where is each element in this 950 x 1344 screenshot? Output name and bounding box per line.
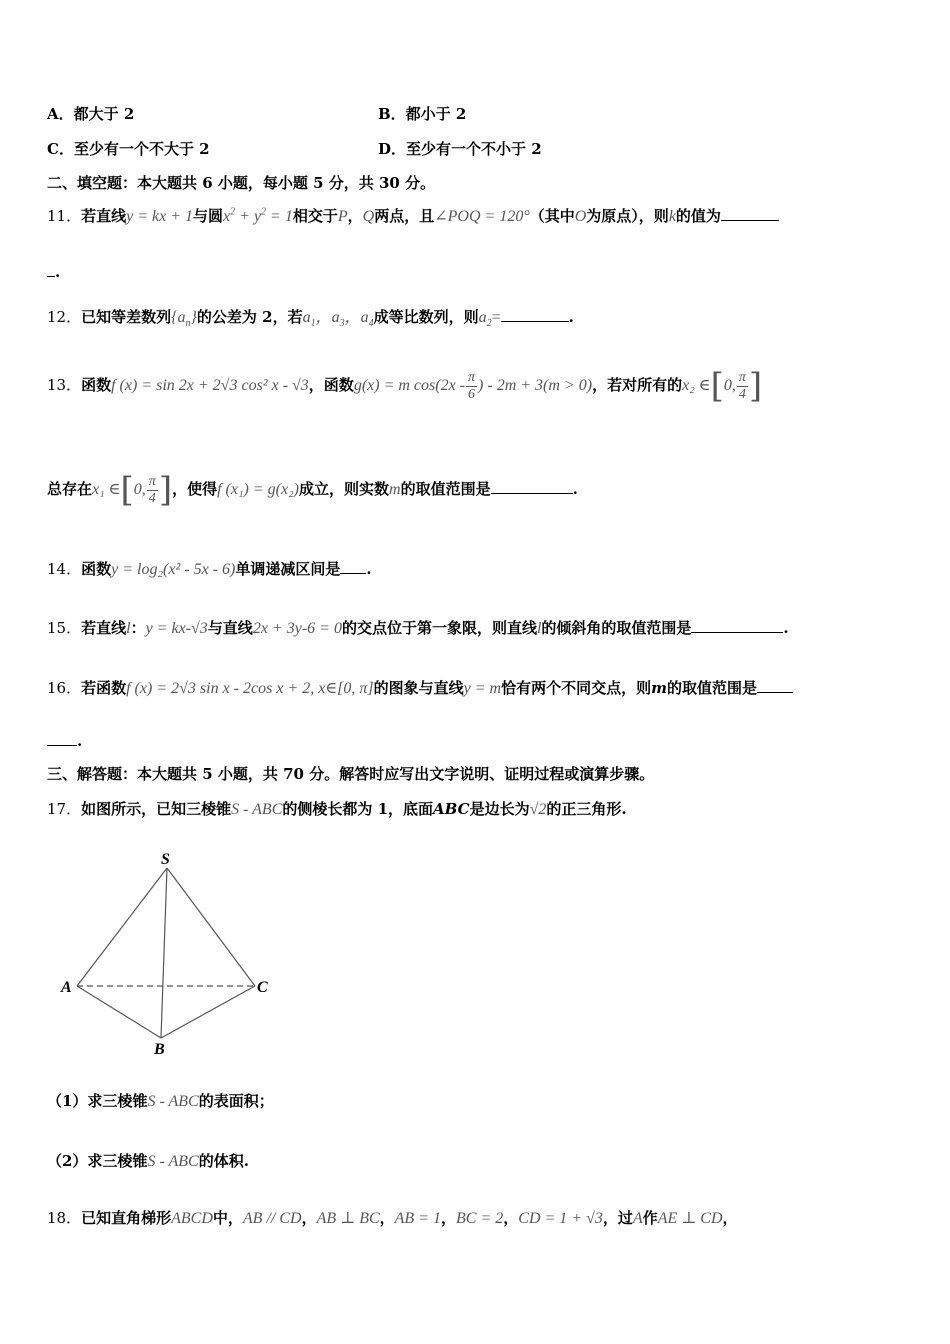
question-16: 16．若函数f (x) = 2√3 sin x - 2cos x + 2, x∈[0, π]的图象与直线y = m恰有两个不同交点，则m的取值范围是: [47, 677, 793, 698]
question-17-part2: （2）求三棱锥S - ABC的体积.: [47, 1152, 249, 1170]
question-12: 12．已知等差数列$\{a_n\}$的公差为 2，若$a_1$，$a_3$，$a_4$成等比数列，则$a_2=$ .: [47, 308, 574, 330]
question-13: 13．函数f (x) = sin 2x + 2√3 cos² x - √3，函数g(x) = m cos(2x - $\frac{\pi}{6}$ ) - 2m + 3(m > 0)，若对所有的x₂ ∈[0, $\frac{\pi}{4}$ ]: [47, 366, 763, 406]
pyramid-figure: [55, 848, 285, 1063]
label-s: S: [161, 851, 170, 868]
question-13-cont: 总存在x₁ ∈[0, $\frac{\pi}{4}$ ]，使得f (x₁) = g(x₂)成立，则实数m的取值范围是 .: [47, 470, 578, 510]
sequence-an: $\{a_n\}$: [171, 309, 197, 330]
pi-over-4: $\frac{\pi}{4}$: [738, 369, 746, 402]
question-15: 15．若直线l：y = kx-√3与直线2x + 3y-6 = 0的交点位于第一象限，则直线l的倾斜角的取值范围是 .: [47, 619, 789, 637]
option-a: A．都大于 2: [47, 105, 135, 123]
term-a2: $a_2$: [478, 309, 492, 330]
answer-blank: [491, 479, 573, 494]
question-11-cont: .: [47, 262, 60, 281]
section2-header: 二、填空题：本大题共 6 小题，每小题 5 分，共 30 分。: [47, 174, 436, 192]
answer-blank: [691, 618, 783, 633]
option-b: B．都小于 2: [378, 105, 467, 123]
question-16-cont: .: [47, 731, 82, 750]
label-a: A: [61, 979, 72, 996]
pi-over-6: $\frac{\pi}{6}$: [468, 369, 476, 402]
circle-equation: $x^2 + y^2 = 1$: [223, 206, 293, 225]
answer-blank: [501, 307, 569, 322]
question-18: 18．已知直角梯形ABCD中，AB // CD，AB ⊥ BC，AB = 1，BC = 2，CD = 1 + √3，过A作AE ⊥ CD，: [47, 1209, 738, 1227]
edge-sc: [167, 868, 255, 986]
option-d: D．至少有一个不小于 2: [378, 140, 542, 158]
edge-sb: [161, 868, 167, 1038]
edge-sa: [77, 868, 167, 986]
answer-blank: [757, 678, 793, 693]
answer-blank: [721, 206, 779, 221]
answer-blank: [340, 559, 366, 574]
edge-ab: [77, 986, 161, 1038]
answer-blank: [47, 731, 77, 746]
terms-a1-a3-a4: $a_1$，$a_3$，$a_4$: [302, 309, 374, 330]
label-b: B: [154, 1041, 165, 1058]
label-c: C: [257, 979, 268, 996]
question-11: 11．若直线y = kx + 1与圆$x^2 + y^2 = 1$相交于P，Q两点，且∠POQ = 120°（其中O为原点），则k的值为: [47, 205, 779, 226]
question-14: 14．函数y = log₂(x² - 5x - 6)单调递减区间是 .: [47, 560, 372, 578]
pi-over-4: $\frac{\pi}{4}$: [148, 473, 156, 506]
edge-bc: [161, 986, 255, 1038]
question-17-part1: （1）求三棱锥S - ABC的表面积；: [47, 1092, 274, 1110]
option-c: C．至少有一个不大于 2: [47, 140, 210, 158]
question-17: 17．如图所示，已知三棱锥S - ABC的侧棱长都为 1，底面ABC是边长为√2的正三角形.: [47, 800, 627, 818]
section3-header: 三、解答题：本大题共 5 小题，共 70 分。解答时应写出文字说明、证明过程或演算步骤。: [47, 765, 655, 783]
answer-blank: [47, 262, 55, 277]
